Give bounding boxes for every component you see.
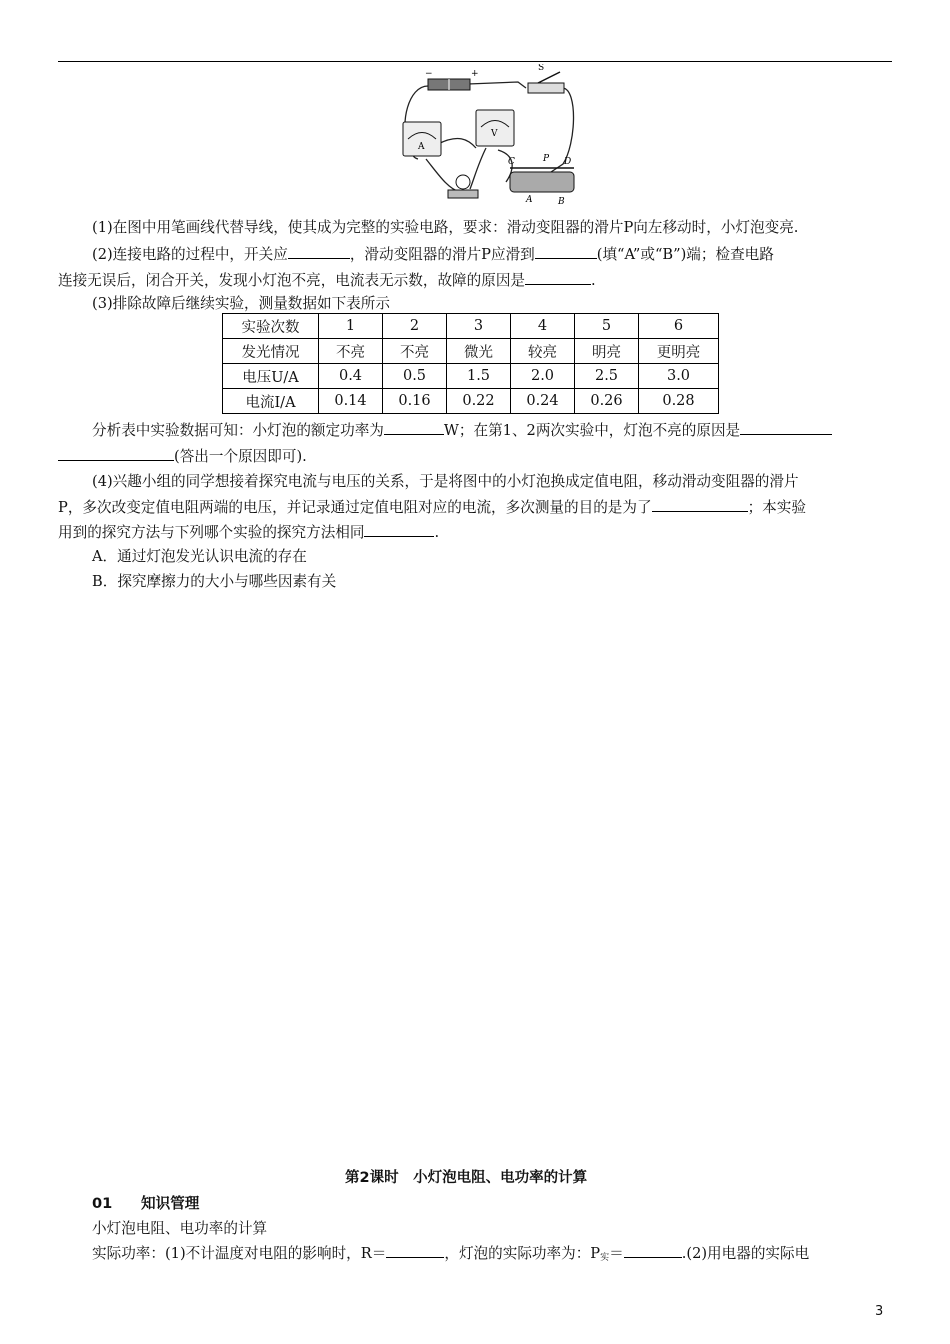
- table-cell: 0.4: [319, 364, 383, 389]
- table-cell: 0.24: [511, 389, 575, 414]
- table-row: [223, 389, 719, 414]
- topic-title: 小灯泡电阻、电功率的计算: [92, 1220, 268, 1237]
- answer-blank[interactable]: [535, 244, 597, 259]
- table-cell: 更明亮: [639, 339, 719, 364]
- bulb-icon: [456, 175, 470, 189]
- section-heading: 知识管理: [141, 1195, 200, 1212]
- question-2-line-1: (2)连接电路的过程中，开关应 ，滑动变阻器的滑片P应滑到 (填“A”或“B”)端；检查电路: [92, 246, 774, 263]
- question-4-line-2: P，多次改变定值电阻两端的电压，并记录通过定值电阻对应的电流，多次测量的目的是为了 ；本实验: [58, 499, 806, 516]
- table-cell: 1: [319, 314, 383, 339]
- table-cell: 实验次数: [223, 314, 319, 339]
- table-cell: 电压U/A: [223, 364, 319, 389]
- section-number: 01: [92, 1195, 113, 1212]
- page-number: 3: [875, 1304, 884, 1319]
- table-cell: 2: [383, 314, 447, 339]
- question-4-line-3: 用到的探究方法与下列哪个实验的探究方法相同 .: [58, 524, 440, 541]
- answer-blank[interactable]: [288, 244, 350, 259]
- section-title: 第2课时 小灯泡电阻、电功率的计算: [345, 1170, 588, 1186]
- table-cell: 0.14: [319, 389, 383, 414]
- table-header-row: [223, 314, 719, 339]
- table-row: [223, 364, 719, 389]
- question-3-intro: (3)排除故障后继续实验，测量数据如下表所示: [92, 295, 390, 312]
- question-3-analysis-cont: (答出一个原因即可).: [58, 446, 307, 467]
- table-cell: 0.16: [383, 389, 447, 414]
- svg-text:A: A: [526, 195, 533, 205]
- circuit-figure: [398, 64, 588, 206]
- table-cell: 2.0: [511, 364, 575, 389]
- answer-blank[interactable]: [386, 1243, 444, 1258]
- option-b[interactable]: B．探究摩擦力的大小与哪些因素有关: [92, 573, 337, 590]
- svg-text:−: −: [425, 69, 433, 79]
- table-cell: 不亮: [383, 339, 447, 364]
- svg-text:S: S: [538, 64, 545, 73]
- answer-blank[interactable]: [652, 497, 748, 512]
- table-cell: 1.5: [447, 364, 511, 389]
- answer-blank[interactable]: [58, 446, 174, 461]
- svg-text:V: V: [491, 129, 498, 139]
- table-cell: 0.26: [575, 389, 639, 414]
- table-cell: 0.22: [447, 389, 511, 414]
- option-a[interactable]: A．通过灯泡发光认识电流的存在: [92, 548, 307, 565]
- answer-blank[interactable]: [624, 1243, 682, 1258]
- table-cell: 3.0: [639, 364, 719, 389]
- question-4-line-1: (4)兴趣小组的同学想接着探究电流与电压的关系，于是将图中的小灯泡换成定值电阻，移动滑动变阻器的滑片: [92, 473, 799, 490]
- header-rule: [58, 61, 892, 62]
- switch-icon: [528, 83, 564, 93]
- table-cell: 微光: [447, 339, 511, 364]
- table-cell: 0.28: [639, 389, 719, 414]
- table-cell: 2.5: [575, 364, 639, 389]
- voltmeter-icon: [476, 110, 514, 146]
- table-cell: 6: [639, 314, 719, 339]
- table-cell: 电流I/A: [223, 389, 319, 414]
- table-cell: 4: [511, 314, 575, 339]
- svg-text:A: A: [418, 142, 425, 152]
- table-cell: 5: [575, 314, 639, 339]
- formula-line: 实际功率：(1)不计温度对电阻的影响时，R＝ ，灯泡的实际功率为：$P_实= .(2)$用电器的实际电: [92, 1245, 810, 1263]
- table-cell: 0.5: [383, 364, 447, 389]
- svg-text:C: C: [508, 157, 515, 167]
- answer-blank[interactable]: [525, 270, 591, 285]
- svg-text:P: P: [543, 154, 550, 164]
- question-3-analysis: 分析表中实验数据可知：小灯泡的额定功率为 W；在第1、2两次实验中，灯泡不亮的原因是: [92, 420, 832, 441]
- table-row: [223, 339, 719, 364]
- svg-text:+: +: [471, 69, 479, 79]
- answer-blank[interactable]: [740, 420, 832, 435]
- table-cell: 发光情况: [223, 339, 319, 364]
- answer-blank[interactable]: [364, 522, 434, 537]
- svg-text:B: B: [558, 197, 565, 206]
- question-1: (1)在图中用笔画线代替导线，使其成为完整的实验电路，要求：滑动变阻器的滑片P向左移动时，小灯泡变亮.: [92, 219, 799, 236]
- table-cell: 3: [447, 314, 511, 339]
- answer-blank[interactable]: [384, 420, 444, 435]
- svg-text:D: D: [564, 157, 572, 167]
- table-cell: 明亮: [575, 339, 639, 364]
- question-2-line-2: 连接无误后，闭合开关，发现小灯泡不亮，电流表无示数，故障的原因是 .: [58, 272, 596, 289]
- data-table: [222, 313, 719, 414]
- rheostat-icon: [510, 172, 574, 192]
- table-cell: 较亮: [511, 339, 575, 364]
- table-cell: 不亮: [319, 339, 383, 364]
